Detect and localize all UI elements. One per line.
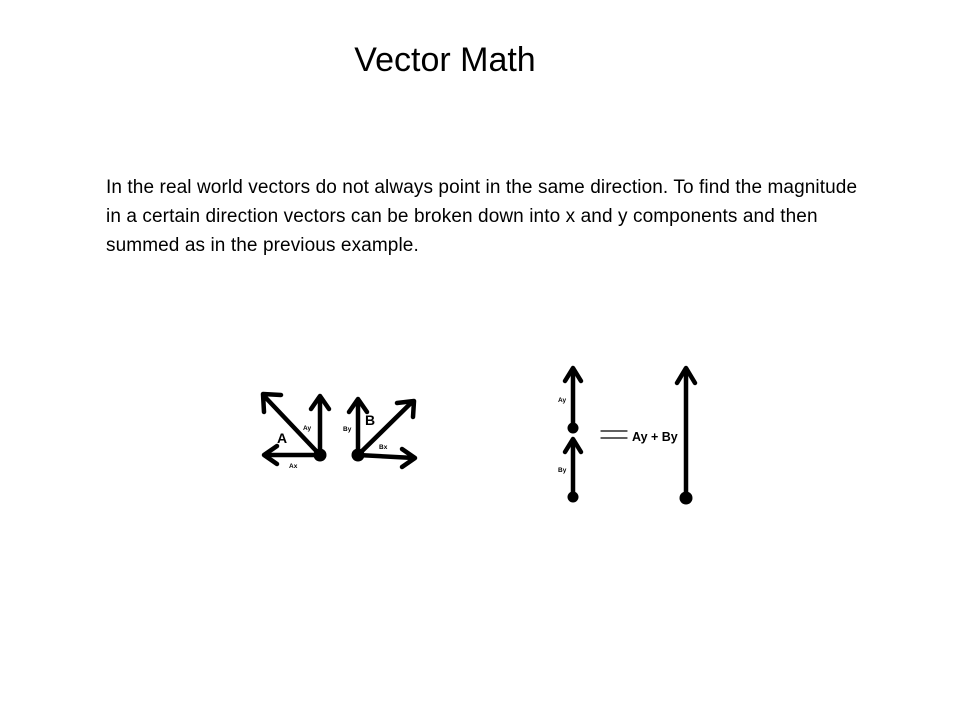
label-b: B: [365, 412, 376, 428]
label-a: A: [277, 430, 288, 446]
resultant-origin-dot: [680, 492, 693, 505]
vector-a-origin-dot: [314, 449, 327, 462]
vector-bx-arrow: [358, 449, 415, 467]
slide-title: Vector Math: [354, 41, 536, 79]
sum-ay-arrow: [565, 368, 581, 427]
label-bx: Bx: [379, 444, 388, 451]
slide-body-text: In the real world vectors do not always point in the same direction. To find the magnitude in a certain direction vectors can be broken down into x and y components and then summed as in the previous example.: [106, 177, 858, 256]
resultant-label: Ay + By: [632, 430, 678, 444]
vector-b-origin-dot: [352, 449, 365, 462]
resultant-arrow: [677, 368, 695, 497]
sum-label-by: By: [558, 467, 567, 474]
sum-label-ay: Ay: [558, 397, 567, 404]
sum-ay-origin-dot: [568, 423, 579, 434]
sum-by-arrow: [565, 439, 581, 496]
label-by: By: [343, 426, 352, 433]
label-ax: Ax: [289, 463, 298, 470]
sum-by-origin-dot: [568, 492, 579, 503]
equals-sign: [601, 431, 627, 438]
vector-a-arrow: [263, 394, 320, 455]
label-ay: Ay: [303, 425, 312, 432]
